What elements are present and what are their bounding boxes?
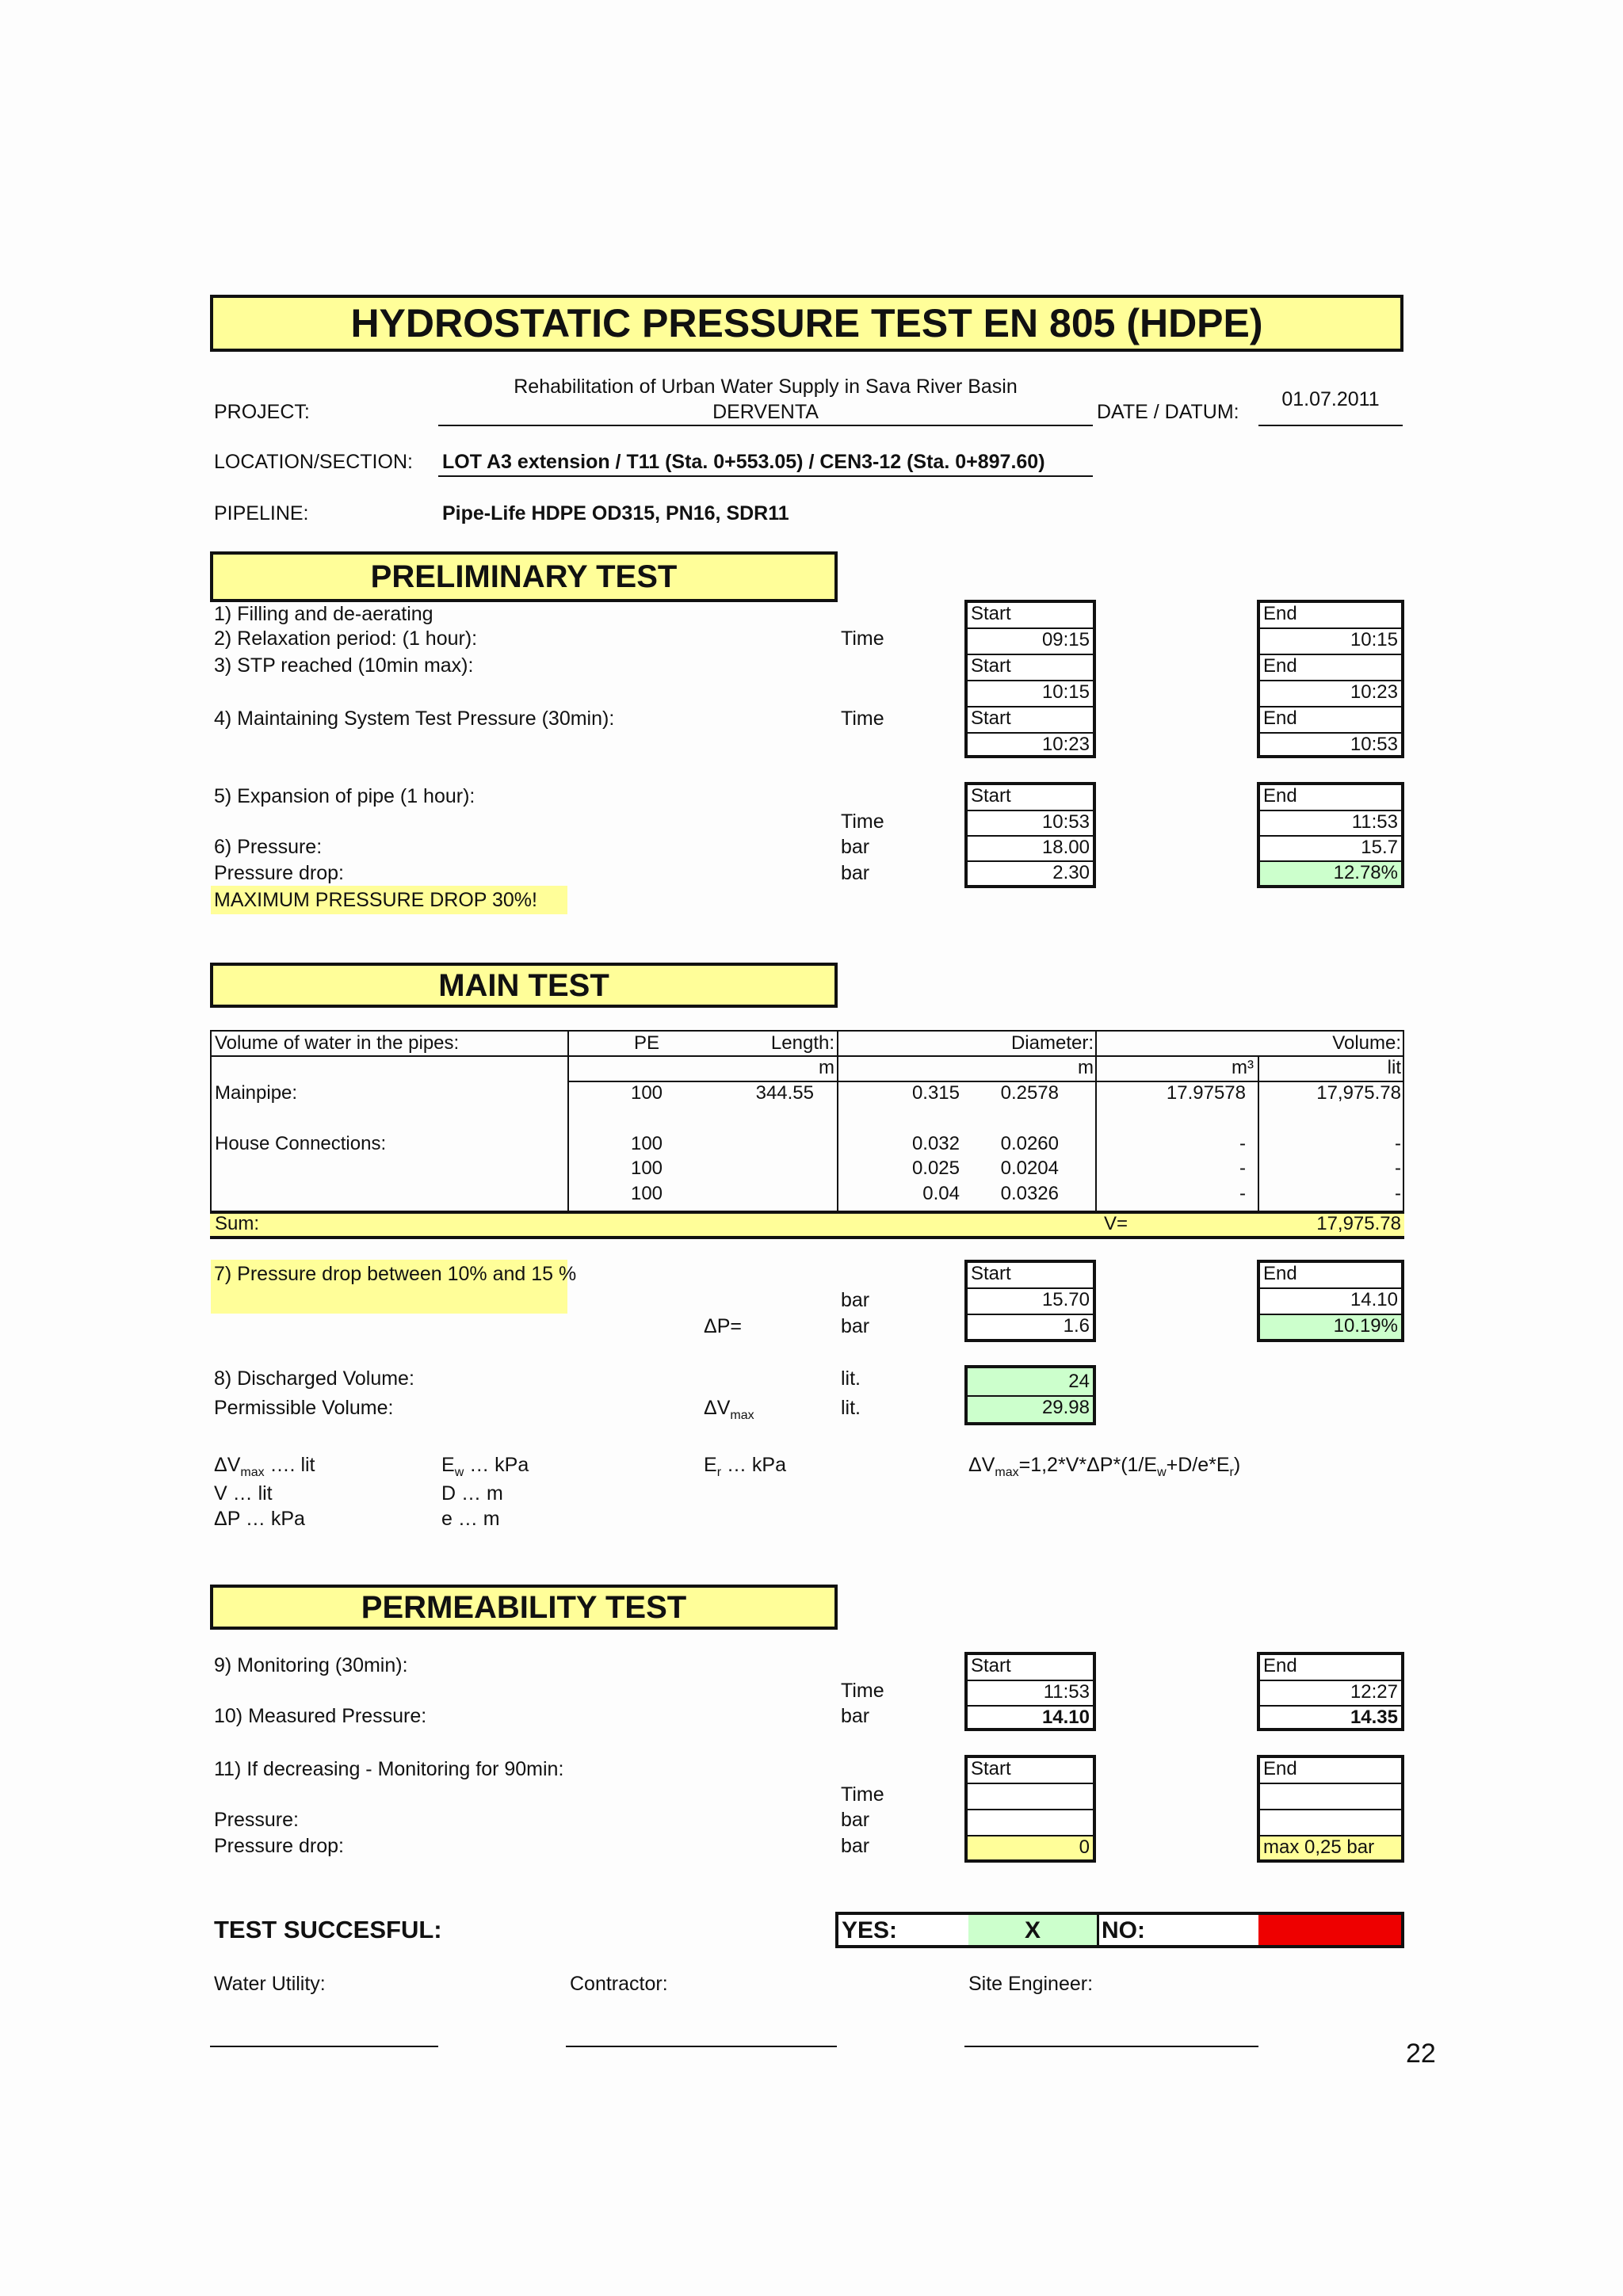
- water-utility-label: Water Utility:: [214, 1973, 326, 1995]
- mainpipe-id: 0.2578: [1000, 1082, 1059, 1104]
- col-length: Length:: [770, 1032, 834, 1054]
- hc-2-od: 0.025: [911, 1158, 960, 1179]
- hc-1-id: 0.0260: [1000, 1133, 1059, 1154]
- monitor90-end-pressure: [1260, 1810, 1401, 1836]
- p-end: 14.10: [1260, 1289, 1401, 1315]
- end-label-3: End: [1260, 707, 1401, 734]
- col-volume-water: Volume of water in the pipes:: [215, 1032, 460, 1054]
- item7-end-box: [1257, 1260, 1404, 1342]
- end-label-1: End: [1260, 603, 1401, 629]
- v-label: V=: [1104, 1213, 1128, 1234]
- start-label-5: Start: [968, 1263, 1093, 1289]
- perm-unit-bar-3: bar: [841, 1835, 870, 1857]
- mainpipe-m3: 17.97578: [1166, 1082, 1246, 1104]
- prelim-start-box: [964, 600, 1096, 758]
- sum-row: [210, 1211, 1404, 1239]
- stp-end-time: 10:23: [1260, 681, 1401, 707]
- unit-m3: m³: [1232, 1057, 1254, 1078]
- exp-start-time: 10:53: [968, 811, 1093, 837]
- relax-end-time: 10:15: [1260, 629, 1401, 655]
- sum-value: 17,975.78: [1316, 1213, 1401, 1234]
- location-label: LOCATION/SECTION:: [214, 451, 413, 473]
- legend-e: e … m: [441, 1508, 500, 1530]
- hc-2-lit: -: [1395, 1158, 1401, 1179]
- discharged-volume: 24: [968, 1368, 1093, 1397]
- contractor-label: Contractor:: [570, 1973, 668, 1995]
- unit-diameter-m: m: [1078, 1057, 1094, 1078]
- unit-length-m: m: [819, 1057, 834, 1078]
- monitor90-drop: 0: [968, 1836, 1093, 1859]
- unit-bar-drop: bar: [841, 862, 870, 884]
- monitor90-end-time: [1260, 1784, 1401, 1810]
- prelim-drop-label: Pressure drop:: [214, 862, 344, 884]
- p-start: 15.70: [968, 1289, 1093, 1315]
- perm-drop-label: Pressure drop:: [214, 1835, 344, 1857]
- volume-box: [964, 1365, 1096, 1425]
- page-title: HYDROSTATIC PRESSURE TEST EN 805 (HDPE): [210, 295, 1403, 352]
- start-label-7: Start: [968, 1758, 1093, 1784]
- project-label: PROJECT:: [214, 401, 310, 423]
- yes-mark: X: [1024, 1917, 1041, 1943]
- test-successful-label: TEST SUCCESFUL:: [214, 1916, 442, 1943]
- legend-dp: ΔP … kPa: [214, 1508, 305, 1530]
- no-label: NO:: [1102, 1917, 1145, 1943]
- end-label-6: End: [1260, 1655, 1401, 1681]
- perm-start-box: [964, 1652, 1096, 1731]
- end-label-7: End: [1260, 1758, 1401, 1784]
- hc-3-od: 0.04: [922, 1183, 960, 1204]
- legend-formula: $\Delta V_{max}=1,2*V*\Delta P*(1/E_w+D/e*E_r)$: [968, 1454, 1241, 1479]
- volume-table: [210, 1030, 1404, 1238]
- date-value: 01.07.2011: [1281, 388, 1380, 410]
- site-engineer-label: Site Engineer:: [968, 1973, 1094, 1995]
- location-underline: [438, 475, 1093, 477]
- dp-value: 1.6: [1063, 1315, 1090, 1337]
- permissible-volume: 29.98: [968, 1397, 1093, 1422]
- drop-end-pct: 12.78%: [1260, 862, 1401, 885]
- prelim-item-5: 5) Expansion of pipe (1 hour):: [214, 785, 475, 807]
- water-utility-signature-line: [210, 2046, 438, 2047]
- start-label-4: Start: [968, 785, 1093, 811]
- drop-start: 2.30: [1052, 862, 1090, 883]
- item7-unit-bar1: bar: [841, 1289, 870, 1311]
- page-number: 22: [1406, 2039, 1436, 2069]
- perm-unit-time: Time: [841, 1680, 884, 1702]
- legend-v: V … lit: [214, 1482, 273, 1505]
- hc-3-m3: -: [1239, 1183, 1246, 1204]
- yes-label: YES:: [842, 1917, 898, 1943]
- col-volume: Volume:: [1332, 1032, 1401, 1054]
- house-connections-label: House Connections:: [215, 1133, 387, 1154]
- perm-unit-bar-2: bar: [841, 1809, 870, 1831]
- preliminary-title: PRELIMINARY TEST: [210, 551, 838, 602]
- monitor-start-time: 11:53: [968, 1681, 1093, 1707]
- result-box: [835, 1912, 1404, 1948]
- unit-lit-1: lit.: [841, 1367, 861, 1390]
- dp-pct: 10.19%: [1260, 1315, 1401, 1339]
- hc-2-id: 0.0204: [1000, 1158, 1059, 1179]
- mainpipe-label: Mainpipe:: [215, 1082, 298, 1104]
- hc-2-pe: 100: [630, 1158, 663, 1179]
- end-label-5: End: [1260, 1263, 1401, 1289]
- col-diameter: Diameter:: [1010, 1032, 1094, 1054]
- perm-unit-bar: bar: [841, 1705, 870, 1727]
- pipeline-label: PIPELINE:: [214, 502, 309, 524]
- hc-1-od: 0.032: [911, 1133, 960, 1154]
- measured-end: 14.35: [1350, 1707, 1398, 1728]
- expansion-end-box: [1257, 782, 1404, 888]
- hc-1-pe: 100: [630, 1133, 663, 1154]
- legend-er: $E_r$ … kPa: [704, 1454, 786, 1479]
- prelim-end-box: [1257, 600, 1404, 758]
- date-underline: [1258, 425, 1403, 426]
- project-line2: DERVENTA: [712, 401, 819, 423]
- mainpipe-lit: 17,975.78: [1316, 1082, 1401, 1104]
- date-label: DATE / DATUM:: [1097, 401, 1239, 423]
- monitor90-start-box: [964, 1755, 1096, 1863]
- exp-end-time: 11:53: [1260, 811, 1401, 837]
- mainpipe-pe: 100: [630, 1082, 663, 1104]
- stp-start-time: 10:15: [968, 681, 1093, 707]
- maint-end-time: 10:53: [1350, 734, 1398, 755]
- start-label-6: Start: [968, 1655, 1093, 1681]
- unit-time-relax: Time: [841, 627, 884, 650]
- item7-unit-bar2: bar: [841, 1315, 870, 1337]
- monitor90-end-box: [1257, 1755, 1404, 1863]
- monitor90-start-time: [968, 1784, 1093, 1810]
- end-label-2: End: [1260, 655, 1401, 681]
- dvmax-symbol: $\Delta V_{max}$: [704, 1397, 754, 1422]
- start-label-3: Start: [968, 707, 1093, 734]
- mainpipe-od: 0.315: [911, 1082, 960, 1104]
- prelim-item-4: 4) Maintaining System Test Pressure (30min):: [214, 707, 615, 730]
- monitor-end-time: 12:27: [1260, 1681, 1401, 1707]
- unit-lit-2: lit.: [841, 1397, 861, 1419]
- monitor90-max-drop: max 0,25 bar: [1260, 1836, 1401, 1859]
- project-underline: [438, 425, 1093, 426]
- hc-1-m3: -: [1239, 1133, 1246, 1154]
- yes-cell: [968, 1915, 1097, 1945]
- pressure-end: 15.7: [1260, 837, 1401, 862]
- unit-time-exp: Time: [841, 810, 884, 833]
- prelim-item-3: 3) STP reached (10min max):: [214, 654, 474, 677]
- item11-label: 11) If decreasing - Monitoring for 90min:: [214, 1758, 564, 1780]
- site-engineer-signature-line: [964, 2046, 1258, 2047]
- pressure-start: 18.00: [968, 837, 1093, 862]
- hc-3-pe: 100: [630, 1183, 663, 1204]
- hc-1-lit: -: [1395, 1133, 1401, 1154]
- pipeline-value: Pipe-Life HDPE OD315, PN16, SDR11: [442, 502, 789, 524]
- perm-pressure-label: Pressure:: [214, 1809, 299, 1831]
- item7-label: 7) Pressure drop between 10% and 15 %: [214, 1263, 577, 1285]
- mainpipe-length: 344.55: [755, 1082, 814, 1104]
- item7-start-box: [964, 1260, 1096, 1342]
- hc-3-id: 0.0326: [1000, 1183, 1059, 1204]
- project-line1: Rehabilitation of Urban Water Supply in Sava River Basin: [514, 376, 1018, 398]
- prelim-item-2: 2) Relaxation period: (1 hour):: [214, 627, 478, 650]
- perm-end-box: [1257, 1652, 1404, 1731]
- sum-label: Sum:: [215, 1213, 260, 1234]
- legend-d: D … m: [441, 1482, 503, 1505]
- prelim-item-6: 6) Pressure:: [214, 836, 323, 858]
- main-test-title: MAIN TEST: [210, 963, 838, 1008]
- end-label-4: End: [1260, 785, 1401, 811]
- relax-start-time: 09:15: [968, 629, 1093, 655]
- expansion-start-box: [964, 782, 1096, 888]
- perm-unit-time-2: Time: [841, 1783, 884, 1806]
- prelim-item-1: 1) Filling and de-aerating: [214, 603, 433, 625]
- start-label-1: Start: [968, 603, 1093, 629]
- max-drop-note: MAXIMUM PRESSURE DROP 30%!: [211, 886, 567, 914]
- location-value: LOT A3 extension / T11 (Sta. 0+553.05) / CEN3-12 (Sta. 0+897.60): [442, 451, 1045, 473]
- legend-ew: $E_w$ … kPa: [441, 1454, 529, 1479]
- no-cell: [1258, 1915, 1401, 1945]
- monitor90-start-pressure: [968, 1810, 1093, 1836]
- unit-time-maint: Time: [841, 707, 884, 730]
- measured-start: 14.10: [1041, 1707, 1090, 1728]
- unit-lit: lit: [1387, 1057, 1401, 1078]
- maint-start-time: 10:23: [1041, 734, 1090, 755]
- hc-3-lit: -: [1395, 1183, 1401, 1204]
- item10-label: 10) Measured Pressure:: [214, 1705, 427, 1727]
- item8-label: 8) Discharged Volume:: [214, 1367, 414, 1390]
- item9-label: 9) Monitoring (30min):: [214, 1654, 408, 1676]
- permeability-title: PERMEABILITY TEST: [210, 1585, 838, 1630]
- start-label-2: Start: [968, 655, 1093, 681]
- col-pe: PE: [633, 1032, 659, 1054]
- hc-2-m3: -: [1239, 1158, 1246, 1179]
- contractor-signature-line: [566, 2046, 837, 2047]
- unit-bar-pressure: bar: [841, 836, 870, 858]
- legend-dvmax: $\Delta V_{max}$ …. lit: [214, 1454, 315, 1479]
- permissible-label: Permissible Volume:: [214, 1397, 394, 1419]
- dp-label: ΔP=: [704, 1315, 742, 1337]
